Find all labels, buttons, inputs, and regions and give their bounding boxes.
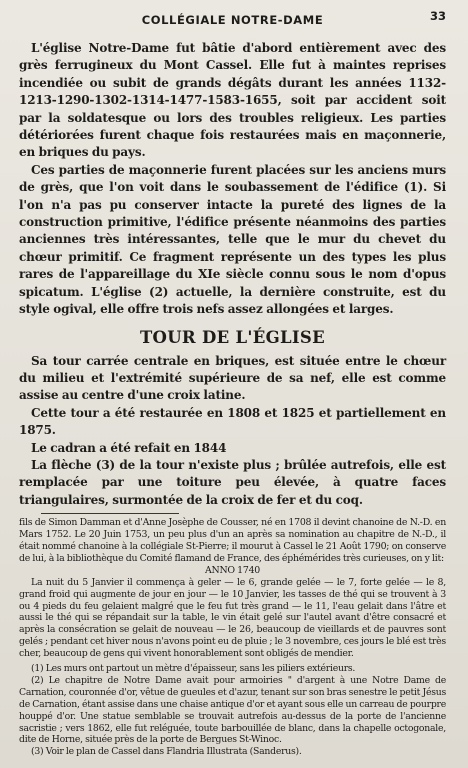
paragraph-masonry: Ces parties de maçonnerie furent placées sur les anciens murs de grès, que l'on voit dans le soubassement de l'édifice (1). Si l'on n'a pas pu conserver intacte la pureté des lignes de la construction primitive, l'édifice présente néanmoins des parties anciennes très intéressantes, telle que le mur du chevet du chœur primitif. Ce fragment représente un des types les plus rares de l'appareillage du XIe siècle connu sous le nom d'opus spicatum. L'église (2) actuelle, la dernière construite, est du style ogival, elle offre trois nefs assez allongées et larges. bbox=[19, 162, 446, 317]
section-title: TOUR DE L'ÉGLISE bbox=[139, 327, 326, 347]
footnote-rule bbox=[41, 513, 179, 514]
footnote-3: (3) Voir le plan de Cassel dans Flandria Illustrata (Sanderus). bbox=[31, 746, 302, 758]
page-number: 33 bbox=[429, 9, 446, 23]
paragraph-tower: Sa tour carrée centrale en briques, est située entre le chœur du milieu et l'extrémité supérieure de sa nef, elle est comme assise au centre d'une croix latine. bbox=[19, 353, 446, 403]
footnote-winter-chronicle: La nuit du 5 Janvier il commença à geler — le 6, grande gelée — le 7, forte gelée — le 8, grand froid qui augmente de jour en jour — le 10 Janvier, les tasses de thé qui se trouvent à 3 ou 4 pieds du feu gelaient malgré que le feu fut très grand — le 11, l'eau gelait dans l'âtre et aussi le thé qui se répandait sur la table, le vin était gelé sur l'autel avant d'être consacré et après la consécration se gelait de nouveau — le 26, beaucoup de vieillards et de pauvres sont gelés ; pendant cet hiver nous n'avons point eu de pluie ; le 3 novembre, ces jours le blé est très cher, beaucoup de gens qui vivent honorablement sont obligés de mendier. bbox=[19, 576, 446, 660]
paragraph-dial: Le cadran a été refait en 1844 bbox=[31, 440, 227, 455]
footnote-1: (1) Les murs ont partout un mètre d'épaisseur, sans les piliers extérieurs. bbox=[31, 663, 356, 675]
footnote-year-heading: ANNO 1740 bbox=[204, 564, 261, 576]
page-header bbox=[19, 4, 446, 26]
footnote-2: (2) Le chapitre de Notre Dame avait pour armoiries " d'argent à une Notre Dame de Carnation, couronnée d'or, vêtue de gueules et d'azur, tenant sur son bras senestre le petit Jésus de Carnation, étant assise dans une chaise antique d'or et ayant sous elle un carreau de pourpre houppé d'or. Une statue semblable se trouvait autrefois au-dessus de la porte de l'ancienne sacristie ; vers 1862, elle fut reléguée, toute barbouillée de blanc, dans la chapelle octogonale, dite de Horne, située près de la porte de Bergues St-Winoc. bbox=[19, 674, 446, 746]
running-title: COLLÉGIALE NOTRE-DAME bbox=[141, 13, 324, 27]
paragraph-restoration: Cette tour a été restaurée en 1808 et 1825 et partiellement en 1875. bbox=[19, 405, 446, 438]
footnote-damman: fils de Simon Damman et d'Anne Josèphe de Cousser, né en 1708 il devint chanoine de N.-D. en Mars 1752. Le 20 Juin 1753, un peu plus d'un an après sa nomination au chapitre de N.-D., il était nommé chanoine à la collégiale St-Pierre; il mourut à Cassel le 21 Août 1790; on conserve de lui, à la bibliothèque du Comité flamand de France, des éphémérides très curieuses, on y lit: bbox=[19, 517, 446, 564]
paragraph-spire: La flèche (3) de la tour n'existe plus ; brûlée autrefois, elle est remplacée par une toiture peu élevée, à quatre faces triangulaires, surmontée de la croix de fer et du coq. bbox=[19, 457, 446, 507]
paragraph-history: L'église Notre-Dame fut bâtie d'abord entièrement avec des grès ferrugineux du Mont Cassel. Elle fut à maintes reprises incendiée ou subit de grands dégâts durant les années 1132-1213-1290-1302-1314-1477-1583-1655, soit par accident soit par la soldatesque ou lors des troubles religieux. Les parties détériorées furent chaque fois restaurées mais en maçonnerie, en briques du pays. bbox=[19, 41, 446, 160]
